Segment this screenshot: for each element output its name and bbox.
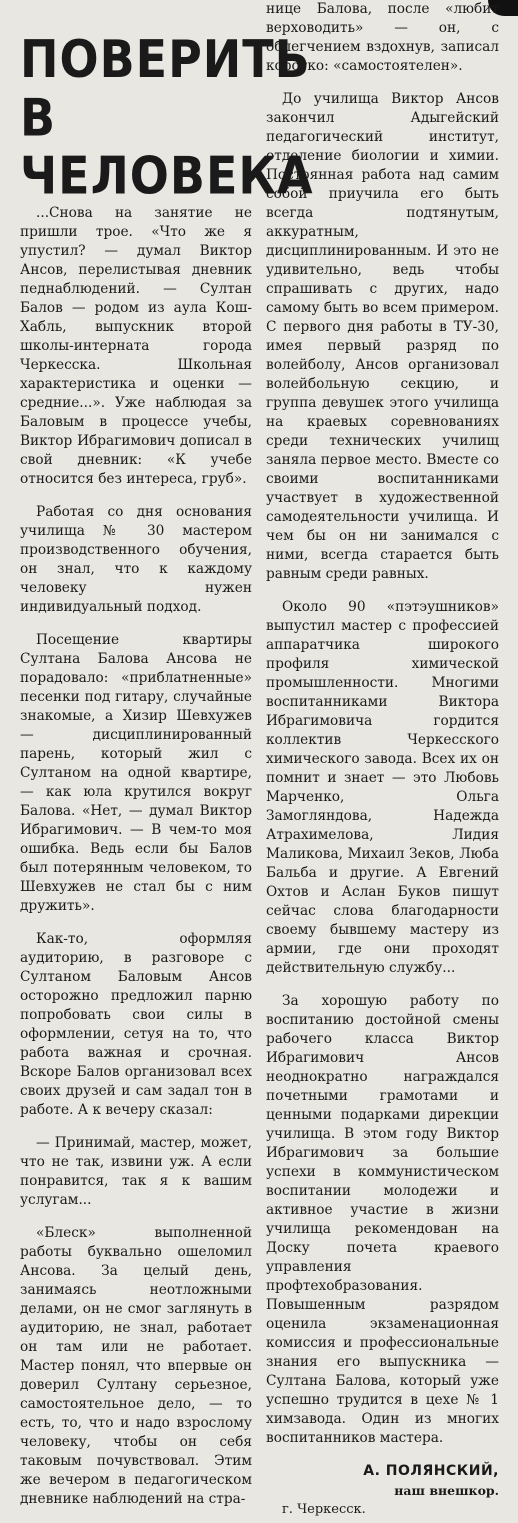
signature-place: г. Черкесск. — [282, 1502, 366, 1517]
headline-line-1: ПОВЕРИТЬ — [20, 28, 311, 90]
article-paragraph: — Принимай, мастер, может, что не так, извини уж. А если понравится, так я к вашим услугам... — [20, 1135, 252, 1208]
article-paragraph: За хорошую работу по воспитанию достойной смены рабочего класса Виктор Ибрагимович Ансов неоднократно награждался почетными грамотами и ценными подарками дирекции училища. В этом году Виктор Ибрагимович за большие успехи в коммунистическом воспитании молодежи и активное участие в жизни училища рекомендован на Доску почета краевого управления профтехобразования. Повышенным разрядом оценила экзаменационная комиссия и профессиональные знания его выпускника — Султана Балова, который уже успешно трудится в цехе № 1 химзавода. Один из многих воспитанников мастера. — [266, 993, 499, 1446]
article-headline — [20, 28, 314, 206]
right-paragraphs — [266, 0, 499, 1448]
article-paragraph: Посещение квартиры Султана Балова Ансова не порадовало: «приблатненные» песенки под гитару, случайные знакомые, а Хизир Шевхужев — дисциплинированный парень, который жил с Султаном на одной квартире, — как юла крутился вокруг Балова. «Нет, — думал Виктор Ибрагимович. — В чем-то моя ошибка. Ведь если бы Балов был потерянным человеком, то Шевхужев не стал бы с ним дружить». — [20, 632, 252, 914]
signature-author: А. ПОЛЯНСКИЙ, — [363, 1463, 499, 1479]
article-paragraph: «Блеск» выполненной работы буквально ошеломил Ансова. За целый день, занимаясь неотложными делами, он не смог заглянуть в аудиторию, не знал, работает он там или не работает. Мастер понял, что впервые он доверил Султану серьезное, самостоятельное дело, — то есть, то, что и надо взрослому человеку, чтобы он себя таковым почувствовал. Этим же вечером в педагогическом дневнике наблюдений на стра- — [20, 1225, 252, 1507]
left-paragraphs — [20, 204, 252, 1509]
article-paragraph: Как-то, оформляя аудиторию, в разговоре с Султаном Баловым Ансов осторожно предложил парню попробовать свои силы в оформлении, сетуя на то, что работа важная и срочная. Вскоре Балов организовал всех своих друзей и сам задал тон в работе. А к вечеру сказал: — [20, 931, 252, 1118]
signature-role: наш внешкор. — [394, 1483, 499, 1498]
headline-line-2: В ЧЕЛОВЕКА — [20, 87, 314, 206]
article-paragraph: До училища Виктор Ансов закончил Адыгейский педагогический институт, отделение биологии и химии. Постоянная работа над самим собой приучила его быть всегда подтянутым, аккуратным, дисциплинированным. И это не удивительно, ведь чтобы спрашивать с других, надо самому быть во всем примером. С первого дня работы в ТУ-30, имея первый разряд по волейболу, Ансов организовал волейбольную секцию, и группа девушек этого училища на краевых соревнованиях среди технических училищ заняла первое место. Вместе со своими воспитанниками участвует в художественной самодеятельности училища. И чем бы он ни занимался с ними, всегда старается быть равным среди равных. — [266, 91, 499, 582]
article-paragraph: ...Снова на занятие не пришли трое. «Что же я упустил? — думал Виктор Ансов, перелистывая дневник педнаблюдений. — Султан Балов — родом из аула Кош-Хабль, выпускник второй школы-интерната города Черкесска. Школьная характеристика и оценки — средние...». Уже наблюдая за Баловым в процессе учебы, Виктор Ибрагимович дописал в свой дневник: «К учебе относится без интереса, груб». — [20, 205, 252, 487]
article-column-right — [266, 0, 499, 1519]
article-paragraph: Около 90 «пэтэушников» выпустил мастер с профессией аппаратчика широкого профиля химической промышленности. Многими воспитанниками Виктора Ибрагимовича гордится коллектив Черкесского химического завода. Всех их он помнит и знает — это Любовь Марченко, Ольга Замогляндова, Надежда Атрахимелова, Лидия Маликова, Михаил Зеков, Люба Бальба и другие. А Евгений Охтов и Аслан Буков пишут сейчас слова благодарности своему бывшему мастеру из армии, где они проходят действительную службу... — [266, 599, 499, 976]
article-paragraph: Работая со дня основания училища № 30 мастером производственного обучения, он знал, что к каждому человеку нужен индивидуальный подход. — [20, 504, 252, 615]
article-paragraph: нице Балова, после «любит верховодить» — он, с облегчением вздохнув, записал коротко: «самостоятелен». — [266, 1, 499, 74]
article-signature — [266, 1462, 499, 1519]
article-column-left — [20, 0, 314, 1523]
